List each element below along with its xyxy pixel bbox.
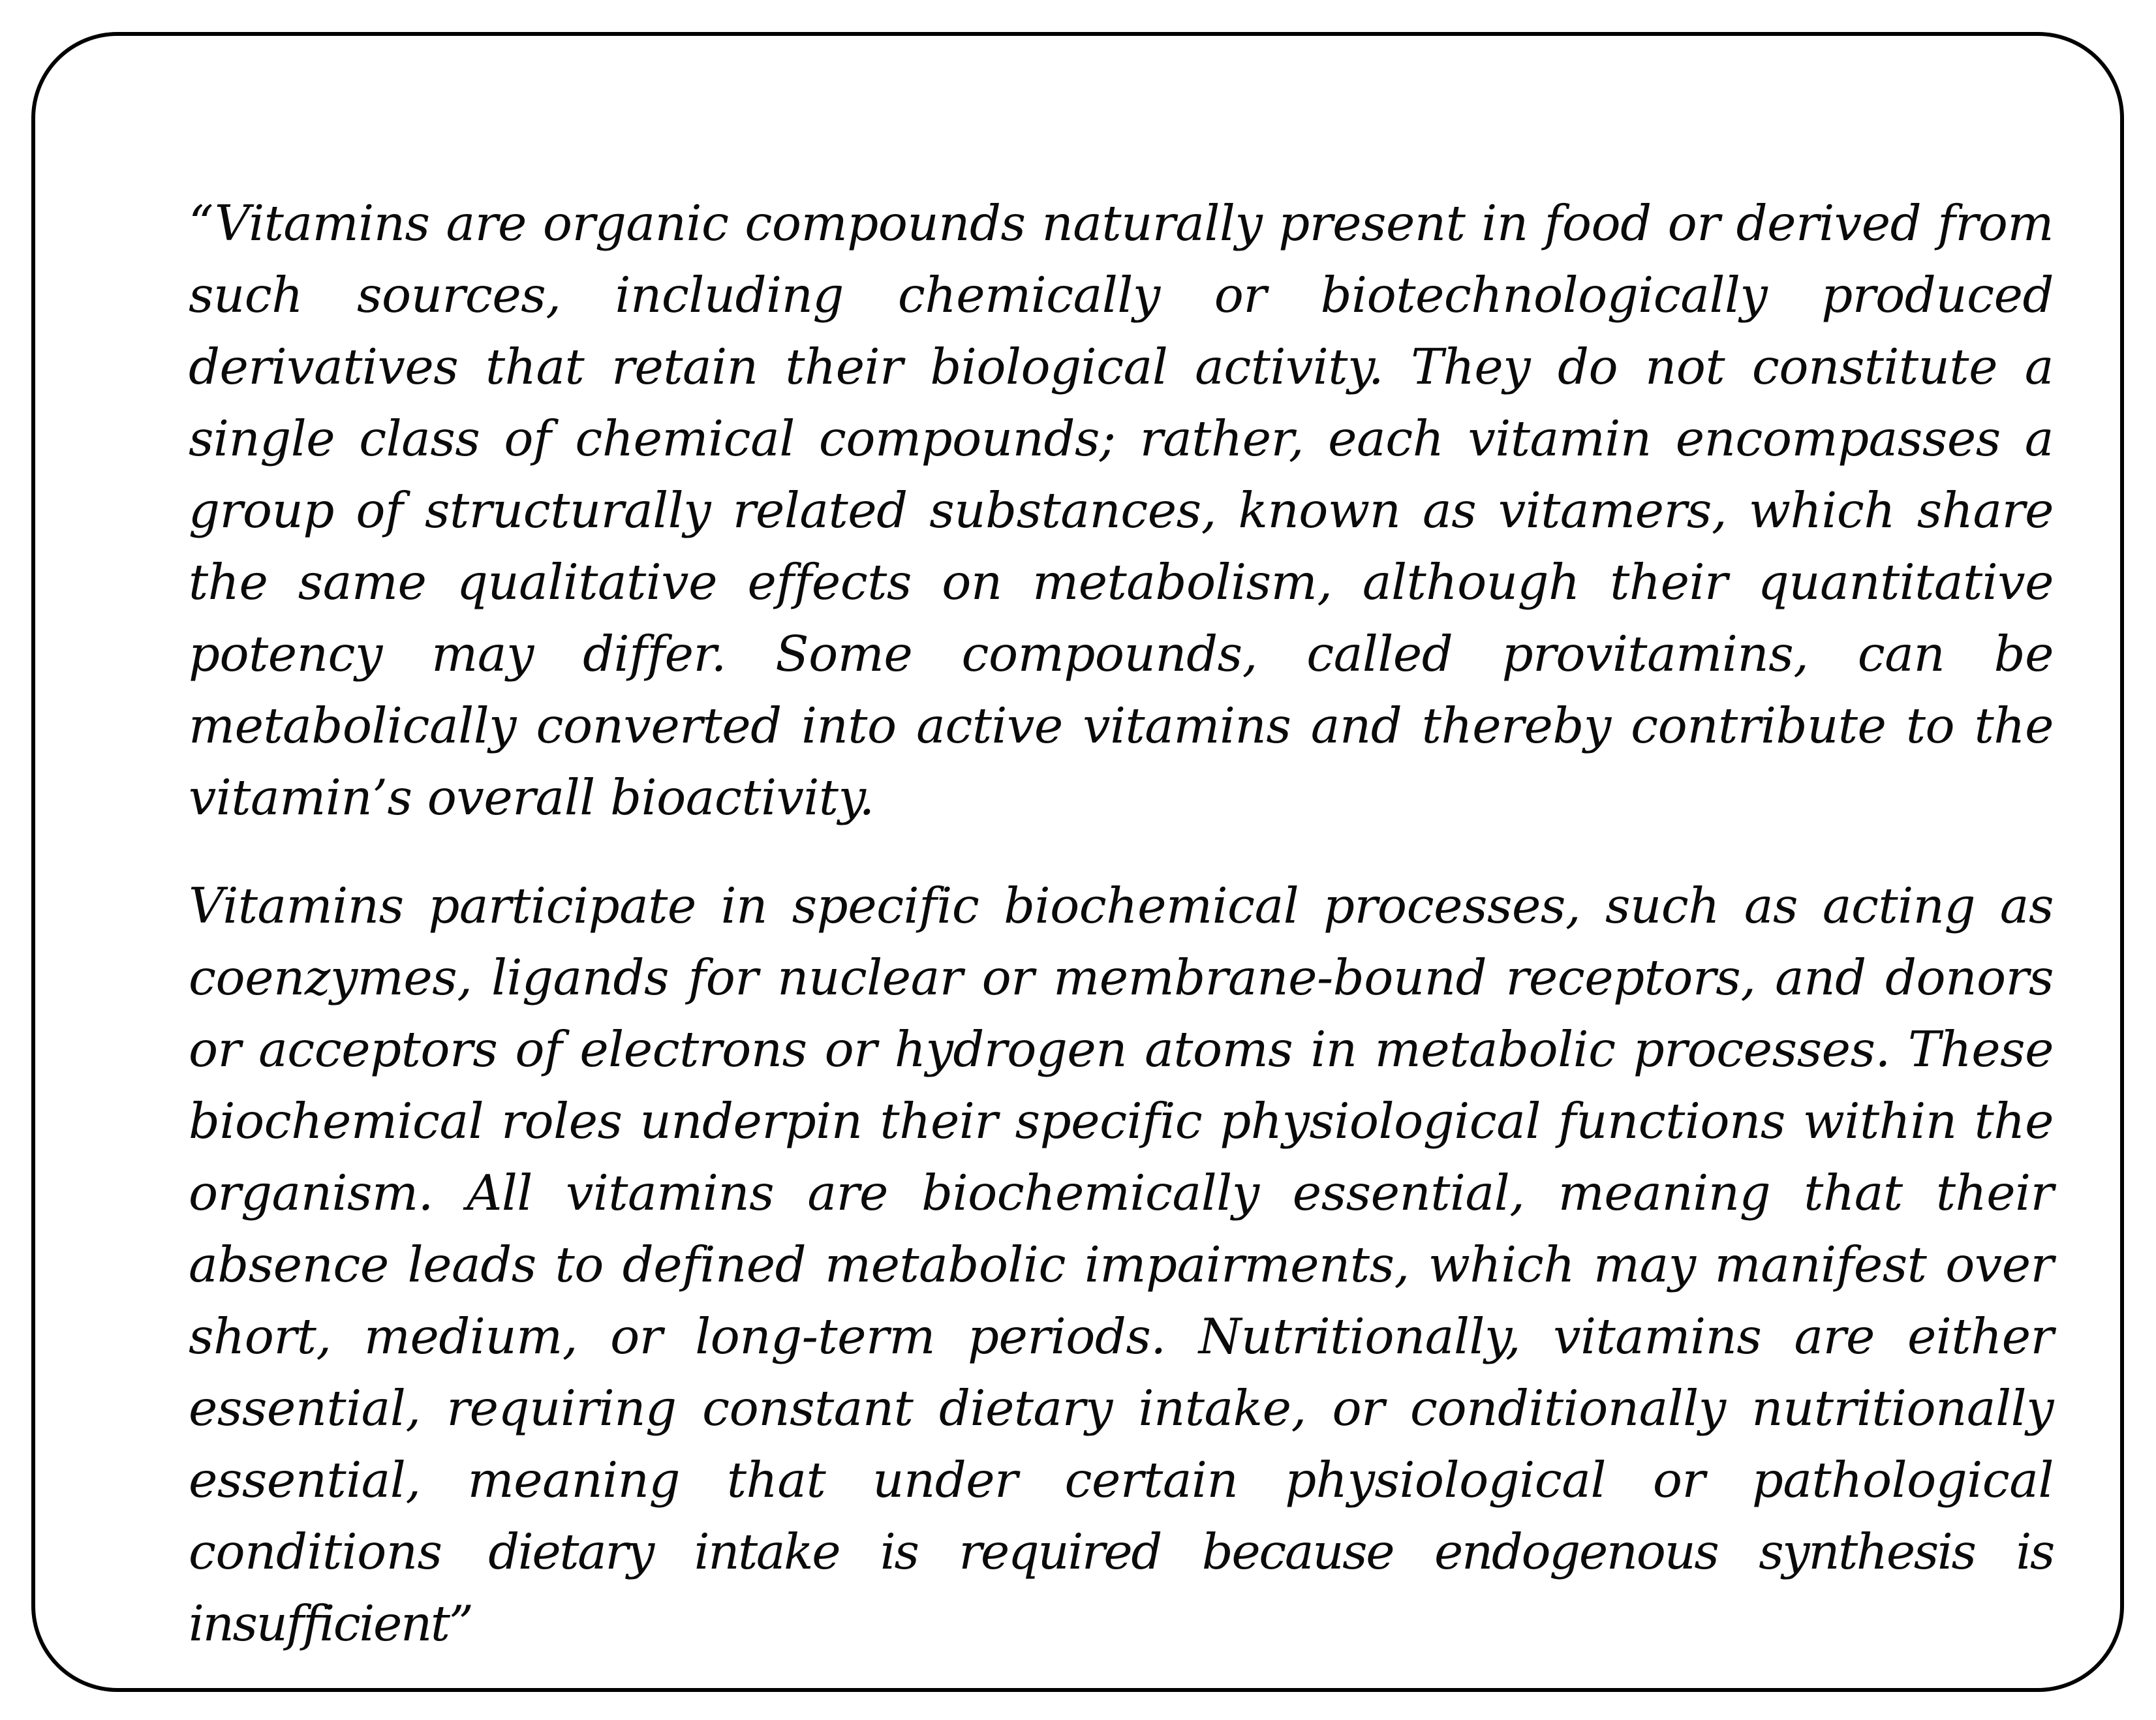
quote-text-block bbox=[189, 187, 2054, 1659]
quote-paragraph-2-body: Vitamins participate in specific biochemical processes, such as acting as coenzymes, ligands for nuclear or membrane-bound receptors, and donors or acceptors of electrons or hydrogen atoms in metabolic processes. These biochemical roles underpin their specific physiological functions within the organism. All vitamins are biochemically essential, meaning that their absence leads to defined metabolic impairments, which may manifest over short, medium, or long-term periods. Nutritionally, vitamins are either essential, requiring constant dietary intake, or conditionally nutritionally essential, meaning that under certain physiological or pathological conditions bbox=[189, 877, 2054, 1580]
quote-paragraph-2 bbox=[189, 870, 2054, 1659]
quote-paragraph-2-closing-line: dietary intake is required because endogenous synthesis is insufficient” bbox=[189, 1523, 2054, 1652]
quote-box-frame bbox=[31, 32, 2124, 1692]
quote-paragraph-1: “Vitamins are organic compounds naturally present in food or derived from such sources, including chemically or biotechnologically produced derivatives that retain their biological activity. They do not constitute a single class of chemical compounds; rather, each vitamin encompasses a group of structurally related substances, known as vitamers, which share the same qualitative effects on metabolism, although their quantitative potency may differ. Some compounds, called provitamins, can be metabolically converted into active vitamins and thereby contribute to the vitamin’s overall bioactivity. bbox=[189, 194, 2054, 826]
